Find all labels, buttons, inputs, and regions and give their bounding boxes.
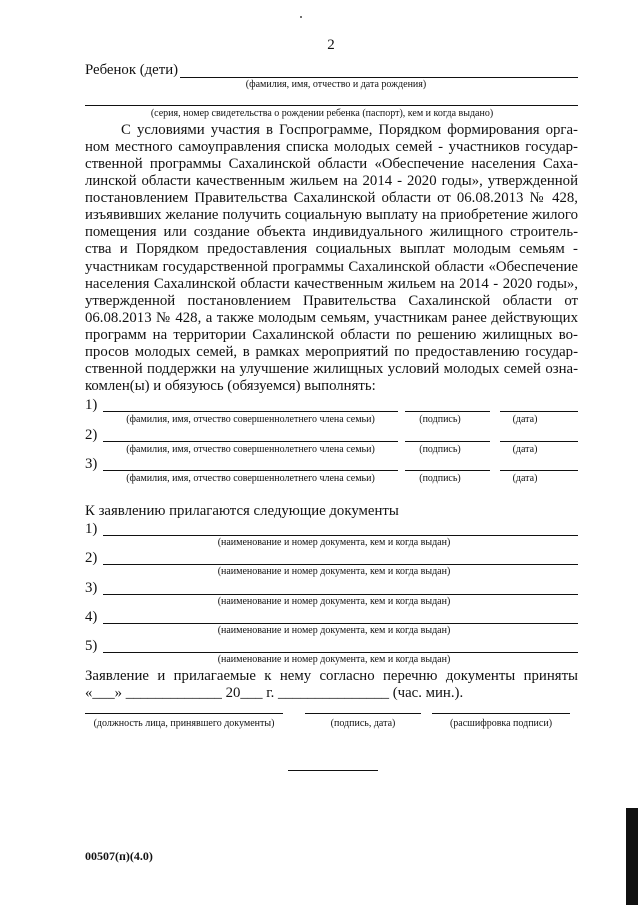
member-date-underline (500, 470, 578, 471)
scan-speck (300, 16, 302, 18)
attachment-number: 2) (85, 550, 98, 567)
attachment-underline (103, 652, 578, 653)
adult-member-row (85, 397, 578, 427)
consent-line: изъявивших желание получить социальную выплату на приобретение жилого (85, 207, 578, 224)
consent-line-last: комлен(ы) и обязуюсь (обязуемся) выполнять: (85, 377, 376, 394)
attachment-row (85, 580, 578, 609)
row-number: 2) (85, 426, 98, 443)
consent-line: ном местного самоуправления списка молодых семей - участников государ- (85, 139, 578, 156)
member-name-caption: (фамилия, имя, отчество совершеннолетнего члена семьи) (126, 473, 375, 484)
attachment-row (85, 550, 578, 579)
member-signature-caption: (подпись) (419, 443, 461, 455)
child-document-caption: (серия, номер свидетельства о рождении ребенка (паспорт), кем и когда выдано) (150, 108, 494, 119)
attachment-row (85, 609, 578, 638)
member-name-underline (103, 441, 398, 442)
consent-line: С условиями участия в Госпрограмме, Порядком формирования орга- (121, 122, 578, 138)
consent-line: ственной программы Сахалинской области «Обеспечение населения Саха- (85, 156, 578, 173)
adult-member-row (85, 456, 578, 486)
member-name-underline (103, 411, 398, 412)
attachment-caption: (наименование и номер документа, кем и когда выдан) (217, 566, 451, 578)
acceptance-decoding-underline (432, 713, 570, 714)
attachment-number: 1) (85, 521, 98, 537)
member-signature-caption: (подпись) (419, 414, 461, 425)
member-date-caption: (дата) (512, 473, 538, 484)
consent-line: участникам государственной программы Сахалинской области «Обеспечение (85, 258, 578, 275)
consent-line: просов молодых семей, в рамках мероприятий по предоставлению государ- (85, 343, 578, 360)
child-name-underline (180, 77, 578, 78)
scan-edge-artifact (626, 808, 638, 905)
child-name-caption: (фамилия, имя, отчество и дата рождения) (245, 79, 427, 90)
attachment-number: 4) (85, 608, 98, 625)
attachment-underline (103, 535, 578, 536)
attachment-caption: (наименование и номер документа, кем и когда выдан) (217, 595, 451, 607)
consent-line: ства и Порядком предоставления социальных выплат молодым семьям - (85, 241, 578, 258)
member-name-underline (103, 470, 398, 471)
attachment-caption: (наименование и номер документа, кем и когда выдан) (217, 624, 451, 636)
member-name-caption: (фамилия, имя, отчество совершеннолетнего члена семьи) (126, 414, 375, 425)
member-signature-underline (405, 441, 490, 442)
member-date-caption: (дата) (512, 414, 538, 425)
consent-line: программ на территории Сахалинской области по решению жилищных во- (85, 326, 578, 343)
member-signature-caption: (подпись) (419, 473, 461, 484)
acceptance-position-underline (85, 713, 283, 714)
child-label: Ребенок (дети) (85, 62, 179, 78)
footer-separator (288, 770, 378, 771)
consent-paragraph (85, 122, 578, 395)
attachment-row (85, 521, 578, 550)
attachment-underline (103, 623, 578, 624)
consent-line: 06.08.2013 № 428, а также молодым семьям, участникам ранее действующих (85, 309, 578, 326)
consent-line: утвержденной постановлением Правительства Сахалинской области от (85, 292, 578, 309)
row-number: 3) (85, 456, 98, 472)
child-document-underline (85, 105, 578, 106)
attachment-number: 3) (85, 579, 98, 596)
acceptance-signature-underline (305, 713, 421, 714)
attachment-row (85, 638, 578, 667)
member-signature-underline (405, 411, 490, 412)
page-number: 2 (327, 37, 335, 53)
member-date-caption: (дата) (512, 443, 538, 455)
consent-line: помещения или создание объекта индивидуального жилищного строитель- (85, 224, 578, 241)
member-date-underline (500, 441, 578, 442)
acceptance-statement: Заявление и прилагаемые к нему согласно перечню документы приняты (85, 668, 578, 684)
consent-line: ственной поддержки на улучшение жилищных условий молодых семей озна- (85, 360, 578, 377)
consent-line: линской области качественным жильем на 2014 - 2020 годы», утвержденной (85, 173, 578, 190)
attachment-underline (103, 594, 578, 595)
acceptance-decoding-caption: (расшифровка подписи) (449, 718, 553, 729)
attachments-heading: К заявлению прилагаются следующие документы (85, 503, 399, 519)
acceptance-date-line: «___» _____________ 20___ г. _______________ (час. мин.). (85, 685, 464, 701)
member-date-underline (500, 411, 578, 412)
acceptance-position-caption: (должность лица, принявшего документы) (93, 718, 275, 729)
consent-line: населения Сахалинской области качественным жильем на 2014 - 2020 годы», (85, 275, 578, 292)
attachment-underline (103, 564, 578, 565)
adult-member-row (85, 427, 578, 457)
attachment-caption: (наименование и номер документа, кем и когда выдан) (217, 654, 451, 665)
form-code: 00507(п)(4.0) (85, 849, 153, 863)
attachment-caption: (наименование и номер документа, кем и когда выдан) (217, 537, 451, 548)
member-signature-underline (405, 470, 490, 471)
acceptance-signature-caption: (подпись, дата) (330, 718, 396, 729)
consent-line: постановлением Правительства Сахалинской области от 06.08.2013 № 428, (85, 190, 578, 207)
row-number: 1) (85, 397, 98, 413)
member-name-caption: (фамилия, имя, отчество совершеннолетнего члена семьи) (126, 443, 375, 455)
attachment-number: 5) (85, 638, 98, 654)
